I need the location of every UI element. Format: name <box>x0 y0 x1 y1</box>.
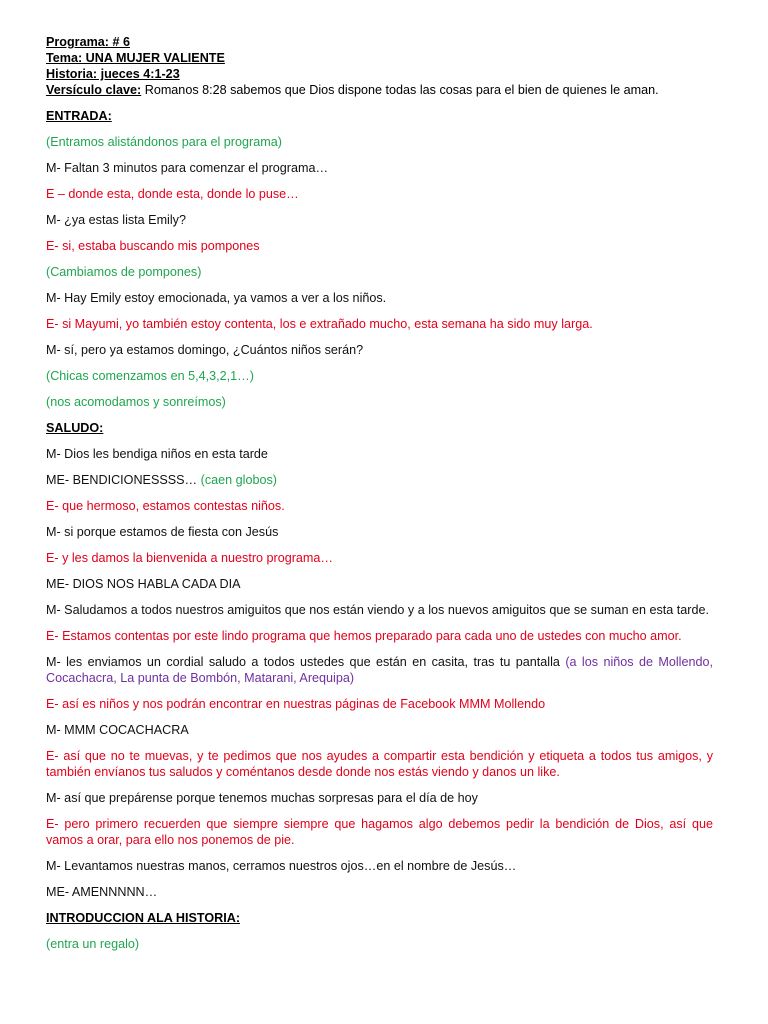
versiculo-text: Romanos 8:28 sabemos que Dios dispone todas las cosas para el bien de quienes le aman. <box>141 83 659 97</box>
script-line: E- así es niños y nos podrán encontrar en nuestras páginas de Facebook MMM Mollendo <box>46 697 546 711</box>
versiculo-label: Versículo clave: <box>46 83 142 97</box>
script-line: (Chicas comenzamos en 5,4,3,2,1…) <box>46 369 254 383</box>
script-line: E- así que no te muevas, y te pedimos que nos ayudes a compartir esta bendición y etiqueta a todos tus amigos, y también envíanos tus saludos y coméntanos desde donde nos estás viendo y danos un like. <box>46 749 713 779</box>
script-line: M- Dios les bendiga niños en esta tarde <box>46 447 268 461</box>
section-introduccion <box>46 910 713 926</box>
script-line: M- ¿ya estas lista Emily? <box>46 213 186 227</box>
tema-label: Tema: UNA MUJER VALIENTE <box>46 51 225 65</box>
script-line: E- si Mayumi, yo también estoy contenta, los e extrañado mucho, esta semana ha sido muy larga. <box>46 317 593 331</box>
script-line: M- así que prepárense porque tenemos muchas sorpresas para el día de hoy <box>46 791 478 805</box>
programa-label: Programa: # 6 <box>46 35 130 49</box>
section-introduccion-title: INTRODUCCION ALA HISTORIA: <box>46 911 241 925</box>
script-text: ME- BENDICIONESSSS… <box>46 473 201 487</box>
section-entrada-title: ENTRADA: <box>46 109 112 123</box>
script-line: ME- AMENNNNN… <box>46 885 158 899</box>
versiculo-line <box>46 82 713 98</box>
document-page <box>46 34 713 962</box>
script-line: E- y les damos la bienvenida a nuestro programa… <box>46 551 334 565</box>
script-line <box>46 654 713 686</box>
script-line: E – donde esta, donde esta, donde lo puse… <box>46 187 299 201</box>
script-text: M- les enviamos un cordial saludo a todos ustedes que están en casita, tras tu pantalla <box>46 655 566 669</box>
script-line: M- Levantamos nuestras manos, cerramos nuestros ojos…en el nombre de Jesús… <box>46 859 517 873</box>
script-line <box>46 472 713 488</box>
script-line: M- sí, pero ya estamos domingo, ¿Cuántos niños serán? <box>46 343 364 357</box>
script-line: E- que hermoso, estamos contestas niños. <box>46 499 285 513</box>
script-line: (entra un regalo) <box>46 937 140 951</box>
script-line: M- MMM COCACHACRA <box>46 723 189 737</box>
historia-line <box>46 66 713 82</box>
script-line: M- Saludamos a todos nuestros amiguitos que nos están viendo y a los nuevos amiguitos que se suman en esta tarde. <box>46 603 709 617</box>
script-line: M- Faltan 3 minutos para comenzar el programa… <box>46 161 329 175</box>
script-line: (Cambiamos de pompones) <box>46 265 202 279</box>
script-line: E- si, estaba buscando mis pompones <box>46 239 260 253</box>
script-line: M- Hay Emily estoy emocionada, ya vamos a ver a los niños. <box>46 291 387 305</box>
programa-line <box>46 34 713 50</box>
historia-label: Historia: jueces 4:1-23 <box>46 67 180 81</box>
script-line: M- si porque estamos de fiesta con Jesús <box>46 525 279 539</box>
section-saludo <box>46 420 713 436</box>
tema-line <box>46 50 713 66</box>
script-line: E- pero primero recuerden que siempre siempre que hagamos algo debemos pedir la bendición de Dios, así que vamos a orar, para ello nos ponemos de pie. <box>46 817 713 847</box>
script-line: E- Estamos contentas por este lindo programa que hemos preparado para cada uno de ustedes con mucho amor. <box>46 629 682 643</box>
script-line: ME- DIOS NOS HABLA CADA DIA <box>46 577 241 591</box>
section-saludo-title: SALUDO: <box>46 421 104 435</box>
section-entrada <box>46 108 713 124</box>
stage-direction: (caen globos) <box>200 473 277 487</box>
script-line: (Entramos alistándonos para el programa) <box>46 135 282 149</box>
script-line: (nos acomodamos y sonreímos) <box>46 395 226 409</box>
header-block <box>46 34 713 98</box>
location-list: (a los niños de Mollendo, Cocachacra, La punta de Bombón, Matarani, Arequipa) <box>46 655 713 685</box>
